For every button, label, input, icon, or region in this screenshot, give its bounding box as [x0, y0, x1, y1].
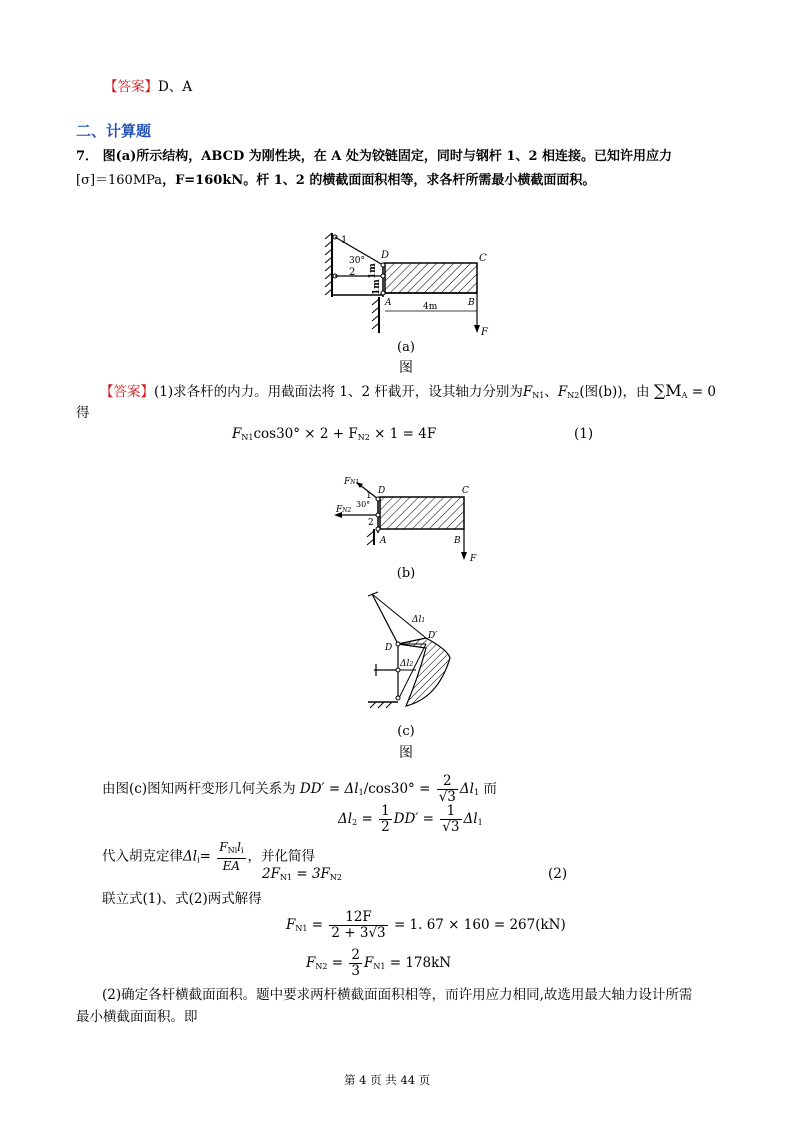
force-f-label: F	[481, 327, 488, 338]
geometry-fraction	[437, 774, 458, 805]
fn2-symbol: F	[557, 384, 568, 400]
equation-dl2	[338, 804, 483, 835]
dl2-d2: √3	[442, 819, 460, 835]
eq3-c: = 1. 67 × 160 = 267(kN)	[393, 917, 566, 933]
hooke-eq: =	[199, 848, 211, 865]
eq1-b: cos30° × 2 + F	[253, 426, 358, 442]
eq2-b-sub: N2	[329, 873, 343, 882]
moment-tail: = 0	[687, 384, 716, 400]
hooke-fraction	[217, 840, 245, 874]
geometry-eq-c: Δl	[459, 781, 474, 797]
eq3-a: F	[286, 917, 296, 933]
eq3-fraction	[329, 910, 387, 941]
hooke-num	[217, 840, 245, 859]
eq1-sub-b: N2	[357, 433, 370, 442]
b-rod2-label: 2	[368, 518, 374, 528]
eq4-c: F	[363, 955, 374, 971]
rod1-label: 1	[341, 235, 348, 246]
b-point-d: D	[378, 486, 386, 496]
dl1-label: Δl1	[412, 615, 426, 625]
page-footer: 第 4 页 共 44 页	[344, 1073, 431, 1087]
dl2-n1: 1	[381, 803, 390, 819]
fn1-sub: N1	[532, 391, 545, 400]
c-point-d: D	[385, 643, 393, 653]
problem-line-2	[76, 172, 595, 190]
eq1-a: F	[232, 426, 242, 442]
eq3-den: 2 + 3√3	[331, 925, 386, 941]
eq4-d: = 178kN	[385, 955, 452, 971]
geometry-eq-a: DD′ = Δl	[299, 781, 359, 797]
answer-line-2	[100, 382, 716, 405]
point-b-label: B	[468, 298, 475, 308]
fn2-label: FN2	[336, 505, 352, 515]
equation-2	[262, 866, 342, 882]
dl2-e: Δl	[463, 811, 478, 827]
rod2-label: 2	[349, 267, 356, 278]
hooke-num-l: l	[237, 840, 241, 854]
eq4-den: 3	[351, 963, 360, 979]
point-a-label: A	[385, 298, 392, 308]
eq2-a: 2F	[262, 866, 280, 882]
eq2-b: = 3F	[292, 866, 330, 882]
dl2-e-sub: 1	[477, 818, 483, 827]
b-point-a: A	[380, 536, 387, 546]
dl2-b: =	[357, 811, 373, 827]
geometry-line	[102, 774, 497, 805]
hooke-dl: Δl	[183, 848, 198, 865]
fn1-symbol: F	[522, 384, 533, 400]
b-angle-label: 30°	[356, 500, 371, 509]
figure-a-caption: (a)	[397, 340, 415, 355]
hooke-den: EA	[222, 859, 241, 873]
part2-line-2: 最小横截面面积。即	[76, 1009, 198, 1025]
eq1-sub-a: N1	[241, 433, 254, 442]
eq2-a-sub: N1	[279, 873, 293, 882]
geometry-frac-num: 2	[437, 774, 458, 790]
answer2-sep: 、	[544, 384, 558, 400]
hooke-tail: ，并化简得	[247, 848, 316, 865]
section-title: 二、计算题	[76, 122, 152, 140]
answer-label-2: 【答案】	[100, 384, 154, 400]
geometry-eq-a-sub: 1	[358, 788, 364, 797]
answer-label: 【答案】	[104, 79, 158, 95]
equation-1	[232, 426, 436, 442]
b-force-f: F	[470, 554, 477, 564]
allowable-stress: [σ]＝160MPa	[76, 173, 163, 188]
dl2-a: Δl	[338, 811, 353, 827]
c-point-dprime: D′	[428, 631, 438, 641]
figure-c-caption: (c)	[397, 724, 415, 739]
figure-b-caption: (b)	[396, 566, 416, 581]
answer-text: D、A	[158, 79, 193, 95]
eq4-c-sub: N1	[373, 962, 386, 971]
geometry-eq-b: /cos30° =	[363, 781, 431, 797]
answer2-tail: (图(b))，由	[579, 384, 650, 400]
figure-c-title: 图	[399, 745, 413, 761]
answer-line-1	[104, 78, 192, 96]
dl2-frac-2	[440, 804, 461, 835]
combine-text: 联立式(1)、式(2)两式解得	[102, 891, 262, 907]
eq3-num: 12F	[329, 910, 387, 926]
hooke-dl-sub: i	[197, 855, 200, 865]
eq4-b: =	[327, 955, 344, 971]
figure-a-title: 图	[399, 360, 413, 376]
fn1-label: FN1	[344, 477, 360, 487]
equation-3	[286, 910, 566, 941]
eq4-num: 2	[351, 947, 360, 963]
moment-sub: A	[681, 391, 688, 400]
answer2-text: (1)求各杆的内力。用截面法将 1、2 杆截开，设其轴力分别为	[154, 384, 523, 400]
point-c-label: C	[479, 253, 487, 264]
equation-1-number: (1)	[574, 426, 594, 442]
b-point-c: C	[462, 486, 469, 496]
eq1-c: × 1 = 4F	[369, 426, 437, 442]
angle-label: 30°	[349, 256, 365, 266]
moment-sum: ∑M	[653, 381, 682, 400]
figure-c	[358, 588, 468, 723]
hooke-num-sub: Ni	[227, 846, 238, 855]
hooke-num-l-sub: i	[240, 846, 244, 855]
fn2-sub: N2	[567, 391, 580, 400]
geometry-er: 而	[483, 781, 497, 797]
geometry-eq-c-sub: 1	[473, 788, 480, 797]
eq4-a-sub: N2	[315, 962, 328, 971]
dim-1m-upper: 1m	[368, 263, 378, 279]
dl2-a-sub: 2	[352, 818, 358, 827]
geometry-frac-den: √3	[438, 789, 456, 805]
point-d-label: D	[381, 250, 390, 261]
dl2-c: DD′ =	[393, 811, 434, 827]
problem-line-2-tail: ，F=160kN。杆 1、2 的横截面面积相等，求各杆所需最小横截面面积。	[162, 173, 596, 188]
hooke-num-f: F	[219, 840, 228, 854]
equation-4	[306, 948, 451, 979]
part2-line-1: (2)确定各杆横截面面积。题中要求两杆横截面面积相等，而许用应力相同,故选用最大轴力设计所需	[102, 987, 693, 1003]
geometry-text: 由图(c)图知两杆变形几何关系为	[102, 781, 296, 797]
b-rod1-label: 1	[366, 491, 372, 501]
eq3-b: =	[307, 917, 324, 933]
answer2-de: 得	[76, 405, 90, 421]
hooke-text: 代入胡克定律	[102, 848, 183, 865]
problem-line-1: 7． 图(a)所示结构，ABCD 为刚性块，在 A 处为铰链固定，同时与钢杆 1、2 相连接。已知许用应力	[76, 149, 673, 164]
dl2-n2: 1	[440, 804, 461, 820]
eq4-fraction	[349, 948, 362, 979]
dl2-frac-1	[379, 804, 392, 835]
figure-b	[330, 475, 490, 570]
dl2-label: Δl2	[400, 659, 414, 669]
dim-4m: 4m	[423, 302, 438, 312]
dim-1m-lower: 1m	[372, 279, 382, 295]
equation-2-number: (2)	[548, 866, 568, 882]
b-point-b: B	[454, 536, 461, 546]
dl2-d1: 2	[381, 819, 390, 835]
eq3-a-sub: N1	[295, 924, 308, 933]
eq4-a: F	[306, 955, 316, 971]
figure-a	[305, 225, 505, 340]
